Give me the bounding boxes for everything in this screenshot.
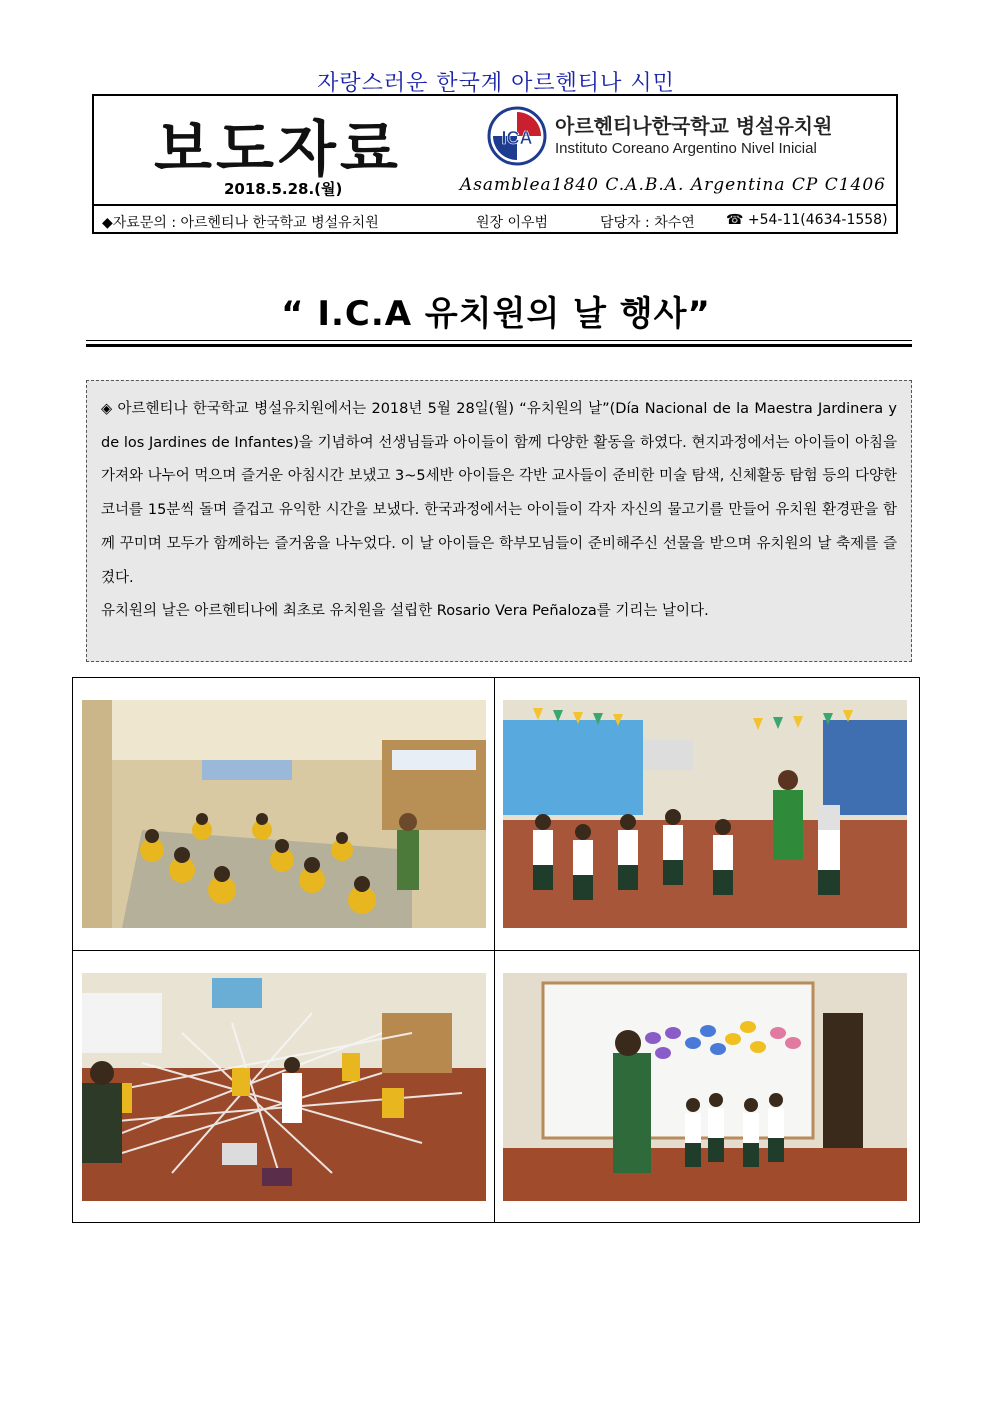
contact-row xyxy=(94,204,896,234)
school-name-ko: 아르헨티나한국학교 병설유치원 xyxy=(555,114,833,138)
summary-paragraph-1: ◈ 아르헨티나 한국학교 병설유치원에서는 2018년 5월 28일(월) “유치원의 날”(Día Nacional de la Maestra Jardinera y de los Jardines de Infantes)을 기념하여 선생님들과 아이들이 함께 다양한 활동을 하였다. 현지과정에서는 아이들이 아침을 가져와 나누어 먹으며 즐거운 아침시간 보냈고 3~5세반 아이들은 각반 교사들이 준비한 미술 탐색, 신체활동 탐험 등의 다양한 코너를 15분씩 돌며 즐겁고 유익한 시간을 보냈다. 한국과정에서는 아이들이 각자 자신의 물고기를 만들어 유치원 환경판을 함께 꾸미며 모두가 함께하는 즐거움을 나누었다. 이 날 아이들은 학부모님들이 준비해주신 선물을 받으며 유치원의 날 축제를 즐겼다. xyxy=(101,401,897,586)
headline-rule-thin xyxy=(86,340,912,341)
photo-yarn-game xyxy=(82,973,486,1201)
photo-activity-room xyxy=(503,700,907,928)
grid-divider-horizontal xyxy=(73,950,919,951)
contact-principal: 원장 이우범 xyxy=(476,215,549,231)
logo-text: ICA xyxy=(501,128,533,148)
release-date: 2018.5.28.(월) xyxy=(224,180,343,198)
contact-phone: ☎ +54-11(4634-1558) xyxy=(726,212,888,228)
school-logo-block xyxy=(487,106,891,166)
fish-mural-image xyxy=(503,973,907,1201)
school-logo-icon xyxy=(487,106,547,166)
school-name-es: Instituto Coreano Argentino Nivel Inicial xyxy=(555,140,817,157)
press-title: 보도자료 xyxy=(154,115,402,185)
photo-breakfast xyxy=(82,700,486,928)
activity-room-image xyxy=(503,700,907,928)
contact-manager: 담당자 : 차수연 xyxy=(600,215,695,231)
summary-box xyxy=(86,380,912,662)
press-header xyxy=(92,94,898,234)
headline: “ I.C.A 유치원의 날 행사” xyxy=(281,294,711,334)
photo-grid xyxy=(72,677,920,1223)
school-address: Asamblea1840 C.A.B.A. Argentina CP C1406 xyxy=(459,175,886,195)
headline-rule-thick xyxy=(86,344,912,347)
contact-inquiry: ◆자료문의 : 아르헨티나 한국학교 병설유치원 xyxy=(102,215,379,231)
photo-fish-mural xyxy=(503,973,907,1201)
yarn-game-image xyxy=(82,973,486,1201)
breakfast-image xyxy=(82,700,486,928)
slogan: 자랑스러운 한국계 아르헨티나 시민 xyxy=(317,71,675,96)
summary-paragraph-2: 유치원의 날은 아르헨티나에 최초로 유치원을 설립한 Rosario Vera Peñaloza를 기리는 날이다. xyxy=(101,603,709,620)
